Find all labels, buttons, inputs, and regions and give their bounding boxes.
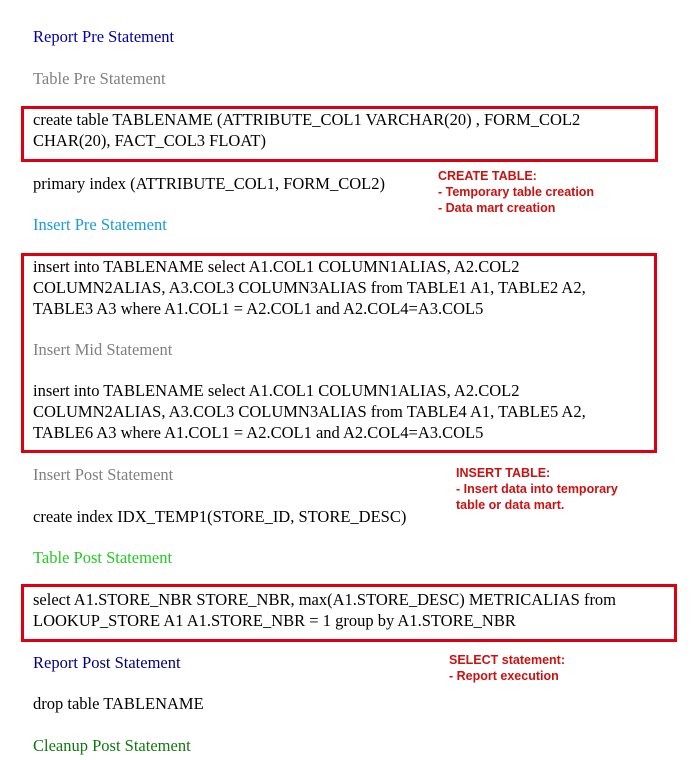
annotation-item: - Report execution [449,669,559,683]
table-pre-statement-label: Table Pre Statement [33,69,166,88]
report-post-statement-label: Report Post Statement [33,653,181,672]
annotation-item: - Temporary table creation [438,185,595,199]
report-pre-statement-label: Report Pre Statement [33,27,175,46]
insert1-line-3: TABLE3 A3 where A1.COL1 = A2.COL1 and A2.COL4=A3.COL5 [33,299,484,318]
annotation-item: - Insert data into temporary [456,482,618,496]
annotation-title: CREATE TABLE: [438,169,537,183]
insert-table-annotation [456,465,618,513]
insert-mid-statement-label: Insert Mid Statement [33,340,173,359]
insert2-line-2: COLUMN2ALIAS, A3.COL3 COLUMN3ALIAS from TABLE4 A1, TABLE5 A2, [33,402,586,421]
annotation-title: SELECT statement: [449,653,565,667]
insert2-line-1: insert into TABLENAME select A1.COL1 COLUMN1ALIAS, A2.COL2 [33,381,520,400]
cleanup-post-statement-label: Cleanup Post Statement [33,736,191,755]
annotation-title: INSERT TABLE: [456,466,551,480]
create-index-statement: create index IDX_TEMP1(STORE_ID, STORE_DESC) [33,507,407,526]
drop-table-statement: drop table TABLENAME [33,694,204,713]
insert2-line-3: TABLE6 A3 where A1.COL1 = A2.COL1 and A2.COL4=A3.COL5 [33,423,484,442]
annotation-item: - Data mart creation [438,201,556,215]
table-post-statement-label: Table Post Statement [33,548,173,567]
create-table-annotation [438,168,594,216]
select-line-1: select A1.STORE_NBR STORE_NBR, max(A1.STORE_DESC) METRICALIAS from [33,590,617,609]
insert1-line-1: insert into TABLENAME select A1.COL1 COLUMN1ALIAS, A2.COL2 [33,257,520,276]
annotation-item: table or data mart. [456,498,565,512]
select-line-2: LOOKUP_STORE A1 A1.STORE_NBR = 1 group by A1.STORE_NBR [33,611,516,630]
insert1-line-2: COLUMN2ALIAS, A3.COL3 COLUMN3ALIAS from TABLE1 A1, TABLE2 A2, [33,278,586,297]
primary-index-statement: primary index (ATTRIBUTE_COL1, FORM_COL2) [33,174,385,193]
create-table-line-1: create table TABLENAME (ATTRIBUTE_COL1 VARCHAR(20) , FORM_COL2 [33,110,581,129]
insert-post-statement-label: Insert Post Statement [33,465,174,484]
insert-pre-statement-label: Insert Pre Statement [33,215,167,234]
create-table-line-2: CHAR(20), FACT_COL3 FLOAT) [33,131,266,150]
select-statement-annotation [449,652,565,684]
